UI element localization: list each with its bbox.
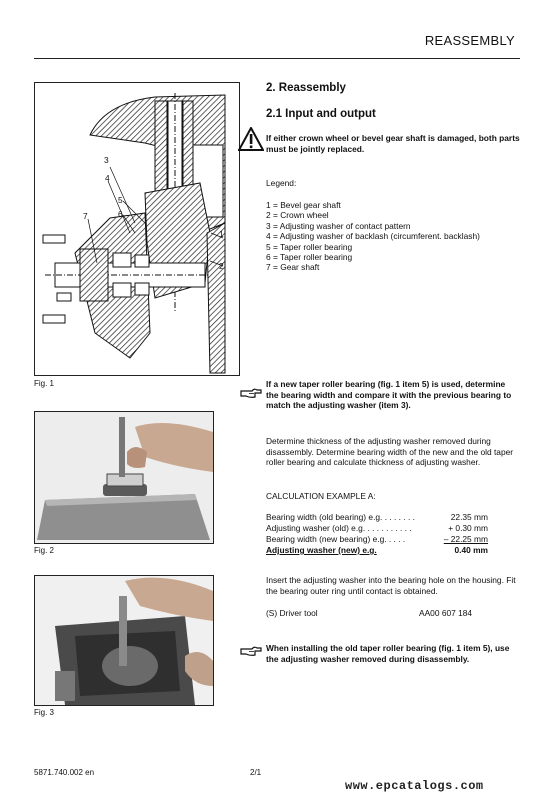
legend-item: 4 = Adjusting washer of backlash (circumferent. backlash)	[266, 231, 480, 242]
watermark: www.epcatalogs.com	[345, 779, 484, 793]
fig1-label-2: 2	[219, 261, 224, 271]
calc-table	[266, 512, 488, 556]
figure-2-caption: Fig. 2	[34, 546, 55, 555]
figure-1-drawing	[34, 82, 240, 376]
tool-label: (S) Driver tool	[266, 608, 318, 618]
fig1-label-4: 4	[105, 173, 110, 183]
calc-title: CALCULATION EXAMPLE A:	[266, 491, 376, 501]
fig1-label-7: 7	[83, 211, 88, 221]
pointing-hand-icon	[240, 385, 262, 399]
paragraph-insert-washer: Insert the adjusting washer into the bearing hole on the housing. Fit the bearing outer ring until contact is obtained.	[266, 575, 516, 596]
paragraph-determine-thickness: Determine thickness of the adjusting washer removed during disassembly. Determine bearing width of the new and the old taper roller bearing and calculate thickness of adjusting washer.	[266, 436, 514, 468]
legend-list	[266, 200, 480, 273]
page-number: 2/1	[250, 768, 262, 777]
legend-item: 2 = Crown wheel	[266, 210, 329, 221]
page-header-title: REASSEMBLY	[424, 33, 515, 48]
legend-item: 3 = Adjusting washer of contact pattern	[266, 220, 411, 231]
fig1-label-1: 1	[219, 229, 224, 239]
note-old-bearing: When installing the old taper roller bearing (fig. 1 item 5), use the adjusting washer removed during disassembly.	[266, 643, 510, 664]
legend-item: 5 = Taper roller bearing	[266, 241, 353, 252]
fig1-label-5: 5	[118, 195, 123, 205]
figure-3-caption: Fig. 3	[34, 708, 55, 717]
pointing-hand-icon	[240, 643, 262, 657]
bearing-measure-photo	[35, 412, 213, 543]
gearbox-section-drawing	[35, 83, 239, 375]
header-divider	[34, 58, 520, 59]
legend-title: Legend:	[266, 178, 297, 188]
fig1-label-3: 3	[104, 155, 109, 165]
figure-3-photo	[34, 575, 214, 706]
driver-tool-photo	[35, 576, 213, 705]
warning-text: If either crown wheel or bevel gear shaft is damaged, both parts must be jointly replaced.	[266, 133, 520, 154]
calc-row: Bearing width (old bearing) e.g. . . . . . . . 22.35 mm	[266, 512, 488, 522]
subsection-heading: 2.1 Input and output	[266, 108, 376, 120]
legend-item: 1 = Bevel gear shaft	[266, 200, 341, 210]
section-heading: 2. Reassembly	[266, 82, 346, 94]
tool-number: AA00 607 184	[419, 608, 473, 618]
note-new-bearing: If a new taper roller bearing (fig. 1 item 5) is used, determine the bearing width and compare it with the previous bearing to match the adjusting washer (item 3).	[266, 379, 512, 411]
document-number: 5871.740.002 en	[34, 768, 95, 777]
warning-triangle-icon	[238, 127, 264, 151]
calc-row: Adjusting washer (old) e.g. . . . . . . . . . . + 0.30 mm	[266, 523, 488, 533]
fig1-label-6: 6	[118, 209, 123, 219]
figure-1-caption: Fig. 1	[34, 379, 55, 388]
legend-item: 6 = Taper roller bearing	[266, 252, 353, 263]
figure-2-photo	[34, 411, 214, 544]
legend-item: 7 = Gear shaft	[266, 262, 320, 273]
calc-row-result: Adjusting washer (new) e.g. 0.40 mm	[266, 545, 488, 555]
calc-row: Bearing width (new bearing) e.g. . . . . – 22.25 mm	[266, 534, 488, 544]
